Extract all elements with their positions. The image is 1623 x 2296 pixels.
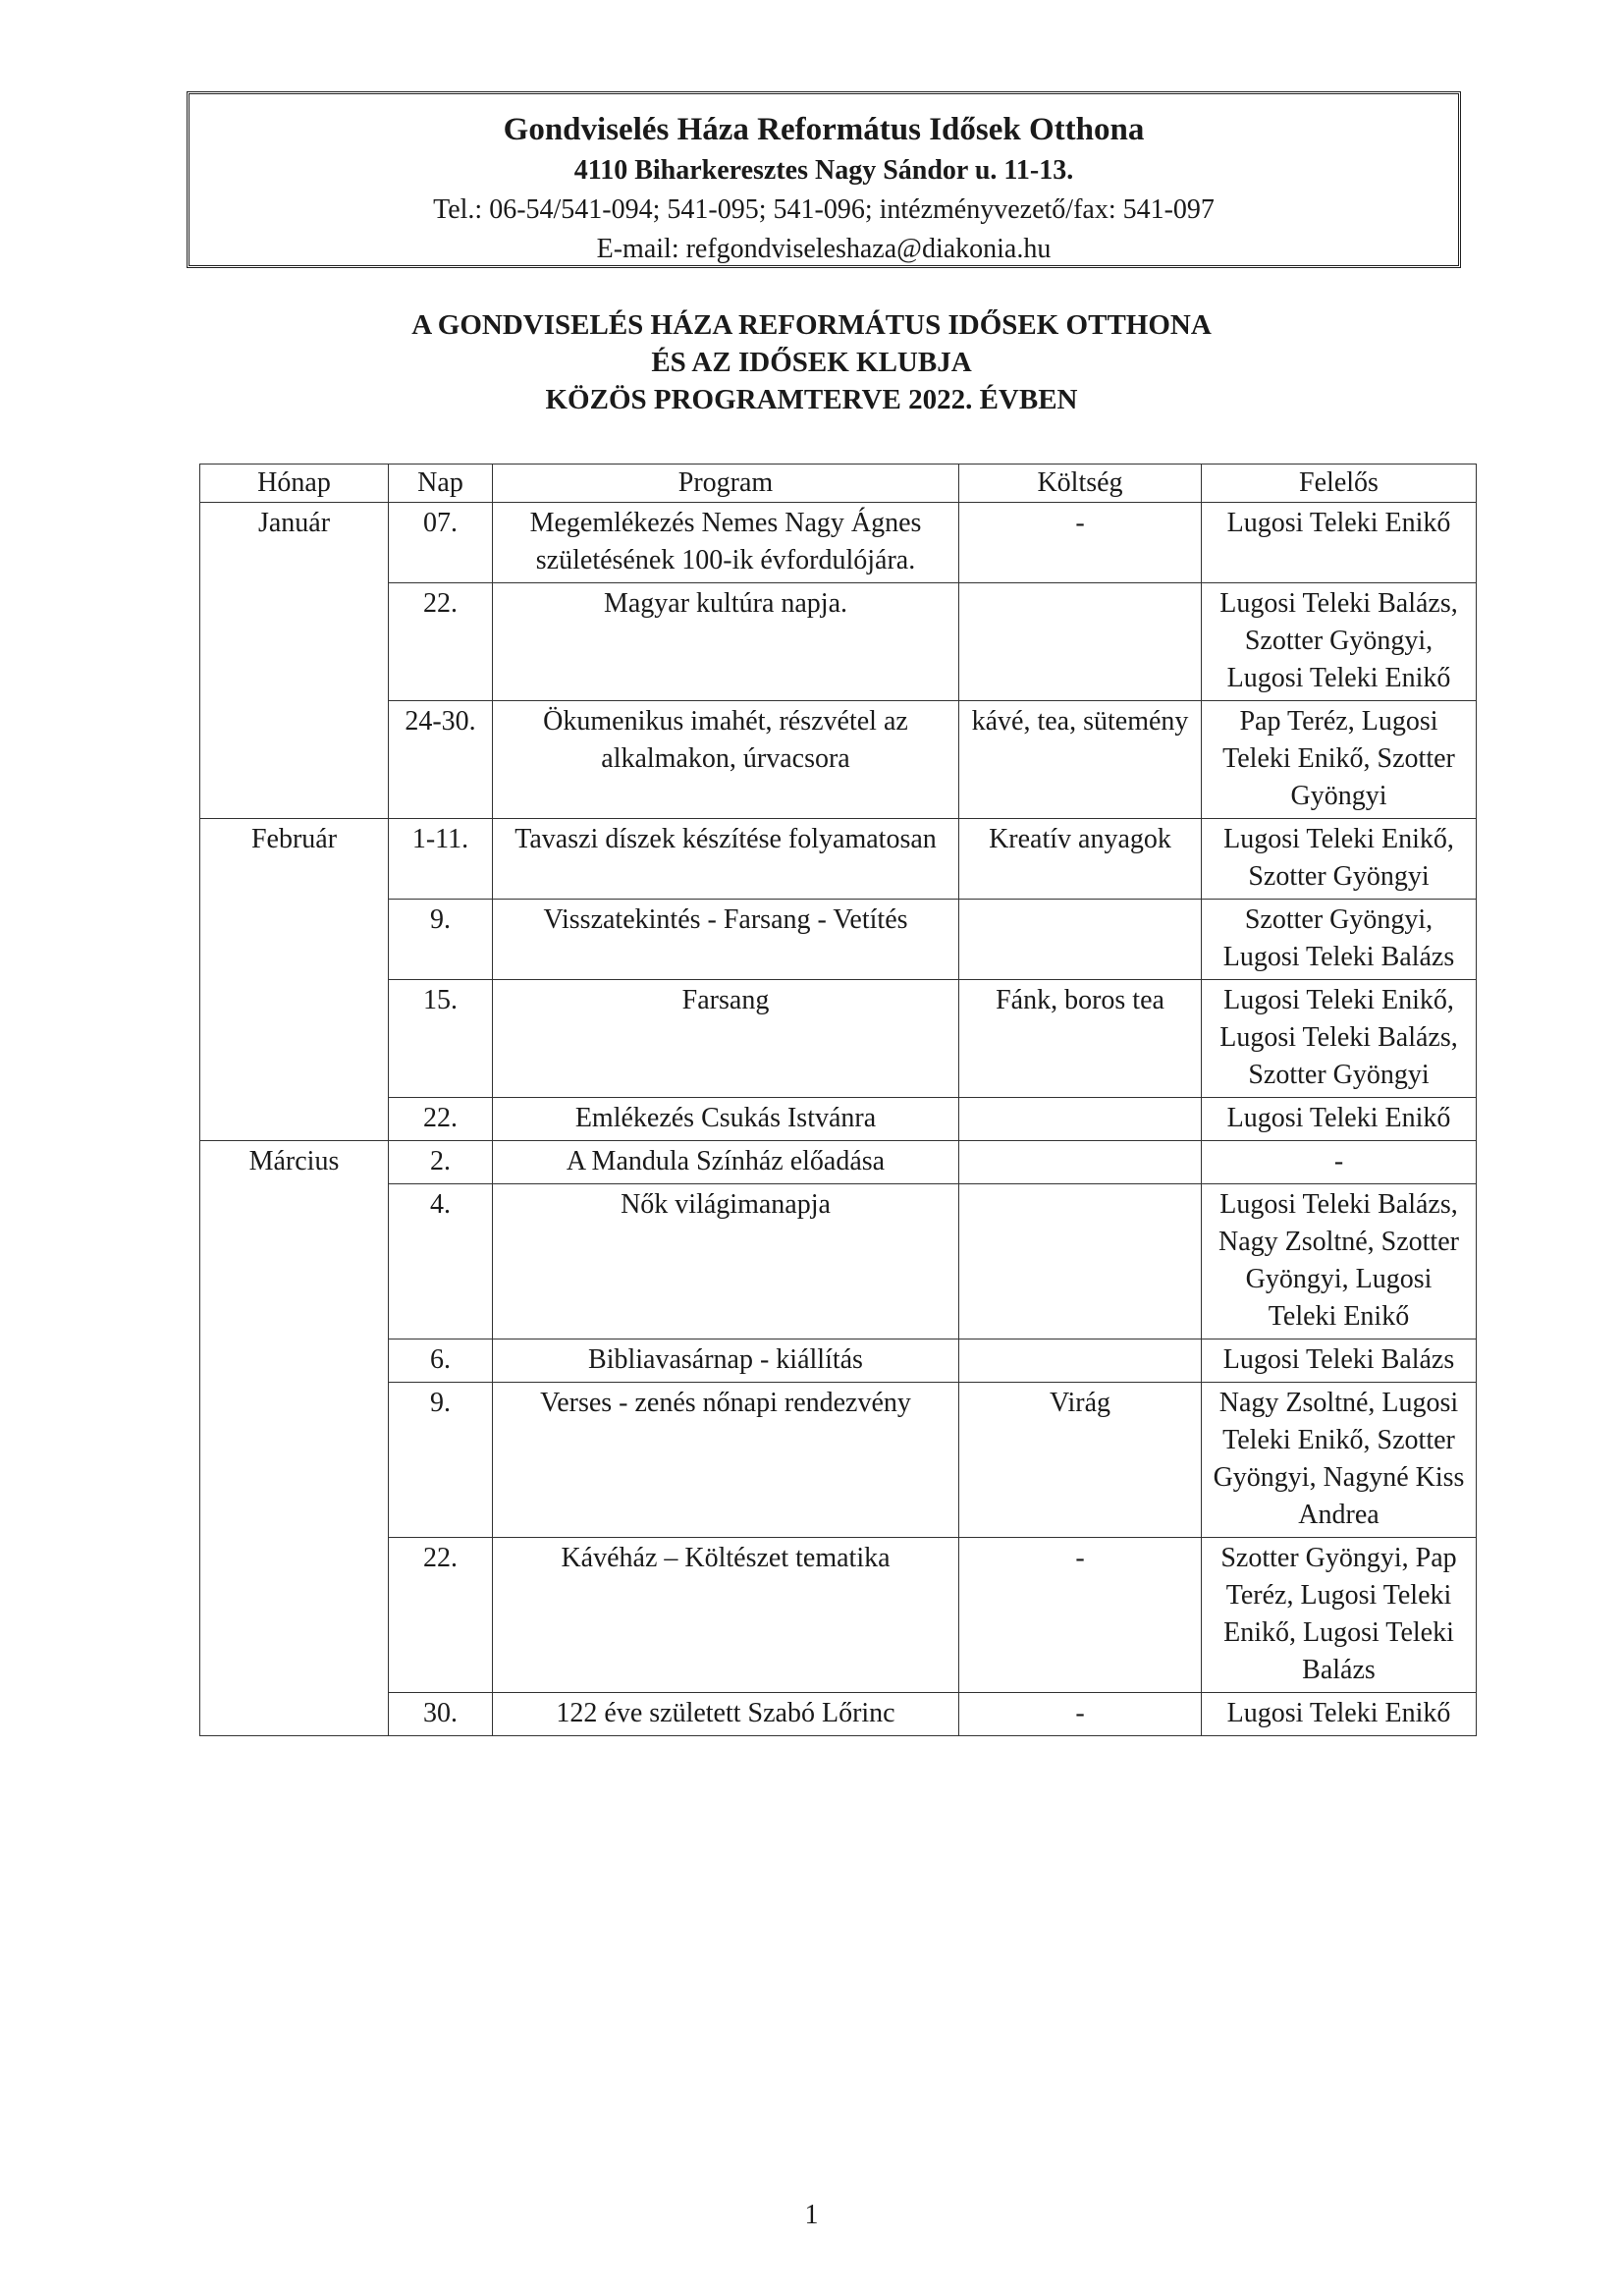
table-row [200,1098,1477,1141]
day-cell: 4. [389,1184,493,1339]
responsible-cell: Lugosi Teleki Balázs, Szotter Gyöngyi, Lugosi Teleki Enikő [1202,583,1477,701]
responsible-cell: Lugosi Teleki Enikő [1202,1693,1477,1736]
program-cell: Verses - zenés nőnapi rendezvény [493,1383,959,1538]
program-cell: Farsang [493,980,959,1098]
table-row [200,503,1477,583]
responsible-cell: - [1202,1141,1477,1184]
column-header-cost: Költség [959,465,1202,503]
institution-email: E-mail: refgondviseleshaza@diakonia.hu [596,234,1052,264]
cost-cell: kávé, tea, sütemény [959,701,1202,819]
program-cell: Emlékezés Csukás Istvánra [493,1098,959,1141]
month-cell [200,701,389,819]
day-cell: 9. [389,1383,493,1538]
month-cell [200,1184,389,1339]
table-row [200,819,1477,900]
program-cell: Nők világimanapja [493,1184,959,1339]
program-cell: 122 éve született Szabó Lőrinc [493,1693,959,1736]
month-cell: Január [200,503,389,583]
table-row [200,583,1477,701]
table-row [200,1538,1477,1693]
month-cell [200,1383,389,1538]
cost-cell: Fánk, boros tea [959,980,1202,1098]
month-cell [200,1693,389,1736]
table-row [200,1693,1477,1736]
day-cell: 07. [389,503,493,583]
responsible-cell: Lugosi Teleki Enikő [1202,503,1477,583]
program-table-body [200,503,1477,1736]
table-row [200,1184,1477,1339]
month-cell [200,1098,389,1141]
cost-cell [959,1339,1202,1383]
institution-address: 4110 Biharkeresztes Nagy Sándor u. 11-13. [573,155,1074,186]
table-row [200,1141,1477,1184]
responsible-cell: Lugosi Teleki Balázs [1202,1339,1477,1383]
day-cell: 22. [389,1098,493,1141]
program-cell: Bibliavasárnap - kiállítás [493,1339,959,1383]
responsible-cell: Pap Teréz, Lugosi Teleki Enikő, Szotter Gyöngyi [1202,701,1477,819]
column-header-month: Hónap [200,465,389,503]
day-cell: 1-11. [389,819,493,900]
cost-cell: Virág [959,1383,1202,1538]
cost-cell: Kreatív anyagok [959,819,1202,900]
responsible-cell: Lugosi Teleki Enikő [1202,1098,1477,1141]
day-cell: 22. [389,1538,493,1693]
month-cell [200,1339,389,1383]
day-cell: 22. [389,583,493,701]
day-cell: 15. [389,980,493,1098]
title-line-2: ÉS AZ IDŐSEK KLUBJA [651,347,972,378]
program-cell: Magyar kultúra napja. [493,583,959,701]
program-cell: Visszatekintés - Farsang - Vetítés [493,900,959,980]
day-cell: 6. [389,1339,493,1383]
month-cell [200,980,389,1098]
responsible-cell: Szotter Gyöngyi, Pap Teréz, Lugosi Teleki Enikő, Lugosi Teleki Balázs [1202,1538,1477,1693]
cost-cell [959,1184,1202,1339]
title-line-1: A GONDVISELÉS HÁZA REFORMÁTUS IDŐSEK OTTHONA [411,309,1212,341]
cost-cell: - [959,503,1202,583]
cost-cell [959,1141,1202,1184]
institution-phone: Tel.: 06-54/541-094; 541-095; 541-096; intézményvezető/fax: 541-097 [433,194,1215,225]
cost-cell [959,900,1202,980]
cost-cell: - [959,1538,1202,1693]
cost-cell [959,1098,1202,1141]
table-row [200,980,1477,1098]
month-cell [200,1538,389,1693]
column-header-program: Program [493,465,959,503]
day-cell: 2. [389,1141,493,1184]
day-cell: 24-30. [389,701,493,819]
day-cell: 9. [389,900,493,980]
program-cell: Tavaszi díszek készítése folyamatosan [493,819,959,900]
table-row [200,1339,1477,1383]
table-row [200,701,1477,819]
page-number: 1 [804,2200,819,2230]
month-cell [200,583,389,701]
month-cell [200,900,389,980]
document-title [0,306,1623,418]
responsible-cell: Lugosi Teleki Enikő, Szotter Gyöngyi [1202,819,1477,900]
responsible-cell: Lugosi Teleki Balázs, Nagy Zsoltné, Szotter Gyöngyi, Lugosi Teleki Enikő [1202,1184,1477,1339]
program-cell: Ökumenikus imahét, részvétel az alkalmakon, úrvacsora [493,701,959,819]
title-line-3: KÖZÖS PROGRAMTERVE 2022. ÉVBEN [545,384,1078,415]
day-cell: 30. [389,1693,493,1736]
cost-cell: - [959,1693,1202,1736]
table-header-row [200,465,1477,503]
month-cell: Március [200,1141,389,1184]
column-header-responsible: Felelős [1202,465,1477,503]
column-header-day: Nap [389,465,493,503]
program-cell: A Mandula Színház előadása [493,1141,959,1184]
cost-cell [959,583,1202,701]
responsible-cell: Lugosi Teleki Enikő, Lugosi Teleki Balázs, Szotter Gyöngyi [1202,980,1477,1098]
table-row [200,1383,1477,1538]
program-table [199,464,1477,1736]
responsible-cell: Szotter Gyöngyi, Lugosi Teleki Balázs [1202,900,1477,980]
table-row [200,900,1477,980]
institution-name: Gondviselés Háza Református Idősek Otthona [503,112,1145,147]
responsible-cell: Nagy Zsoltné, Lugosi Teleki Enikő, Szotter Gyöngyi, Nagyné Kiss Andrea [1202,1383,1477,1538]
month-cell: Február [200,819,389,900]
program-cell: Kávéház – Költészet tematika [493,1538,959,1693]
program-cell: Megemlékezés Nemes Nagy Ágnes születésének 100-ik évfordulójára. [493,503,959,583]
institution-header-box [187,91,1461,268]
